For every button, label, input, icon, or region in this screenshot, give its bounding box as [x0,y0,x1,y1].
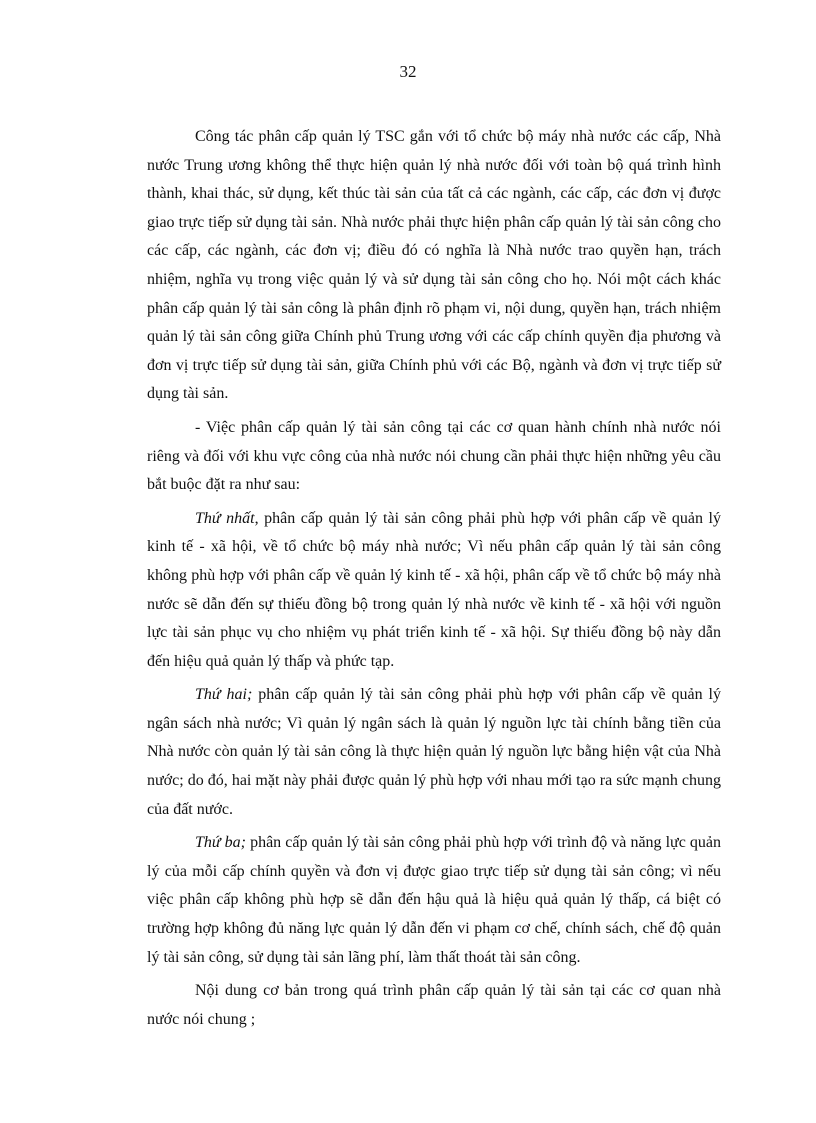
paragraph-text: , phân cấp quản lý tài sản công phải phù hợp với phân cấp về quản lý kinh tế - xã hội, về tổ chức bộ máy nhà nước; Vì nếu phân cấp quản lý tài sản công không phù hợp với phân cấp về quản lý kinh tế - xã hội, phân cấp về tổ chức bộ máy nhà nước sẽ dẫn đến sự thiếu đồng bộ trong quản lý nhà nước về kinh tế - xã hội với nguồn lực tài sản phục vụ cho nhiệm vụ phát triển kinh tế - xã hội. Sự thiếu đồng bộ này dẫn đến hiệu quả quản lý thấp và phức tạp. [147,509,721,670]
paragraph-text: phân cấp quản lý tài sản công phải phù hợp với trình độ và năng lực quản lý của mỗi cấp chính quyền và đơn vị được giao trực tiếp sử dụng tài sản công; vì nếu việc phân cấp không phù hợp sẽ dẫn đến hậu quả là hiệu quả quản lý thấp, cá biệt có trường hợp không đủ năng lực quản lý dẫn đến vi phạm cơ chế, chính sách, chế độ quản lý tài sản công, sử dụng tài sản lãng phí, làm thất thoát tài sản công. [147,834,721,966]
paragraph-content [147,977,721,1034]
page-number: 32 [399,62,417,81]
paragraph-requirements [147,414,721,500]
paragraph-intro [147,123,721,409]
paragraph-second [147,681,721,824]
paragraph-lead: Thứ hai; [195,686,253,704]
paragraph-text: - Việc phân cấp quản lý tài sản công tại các cơ quan hành chính nhà nước nói riêng và đối với khu vực công của nhà nước nói chung cần phải thực hiện những yêu cầu bắt buộc đặt ra như sau: [147,418,721,494]
paragraph-lead: Thứ nhất [195,509,255,527]
paragraph-text: Nội dung cơ bản trong quá trình phân cấp quản lý tài sản tại các cơ quan nhà nước nói chung ; [147,982,721,1028]
paragraph-text: phân cấp quản lý tài sản công phải phù hợp với phân cấp về quản lý ngân sách nhà nước; Vì quản lý ngân sách là quản lý nguồn lực tài chính bằng tiền của Nhà nước còn quản lý tài sản công là thực hiện quản lý nguồn lực bằng hiện vật của Nhà nước; do đó, hai mặt này phải được quản lý phù hợp với nhau mới tạo ra sức mạnh chung của đất nước. [147,686,721,818]
paragraph-first [147,505,721,677]
paragraph-third [147,829,721,972]
paragraph-text: Công tác phân cấp quản lý TSC gắn với tổ chức bộ máy nhà nước các cấp, Nhà nước Trung ương không thể thực hiện quản lý nhà nước đối với toàn bộ quá trình hình thành, khai thác, sử dụng, kết thúc tài sản của tất cả các ngành, các cấp, các đơn vị được giao trực tiếp sử dụng tài sản. Nhà nước phải thực hiện phân cấp quản lý tài sản công cho các cấp, các ngành, các đơn vị; điều đó có nghĩa là Nhà nước trao quyền hạn, trách nhiệm, nghĩa vụ trong việc quản lý và sử dụng tài sản công cho họ. Nói một cách khác phân cấp quản lý tài sản công là phân định rõ phạm vi, nội dung, quyền hạn, trách nhiệm quản lý tài sản công giữa Chính phủ Trung ương với các cấp chính quyền địa phương và đơn vị trực tiếp sử dụng tài sản, giữa Chính phủ với các Bộ, ngành và đơn vị trực tiếp sử dụng tài sản. [147,128,721,403]
paragraph-lead: Thứ ba; [195,834,247,852]
document-body [147,123,721,1039]
